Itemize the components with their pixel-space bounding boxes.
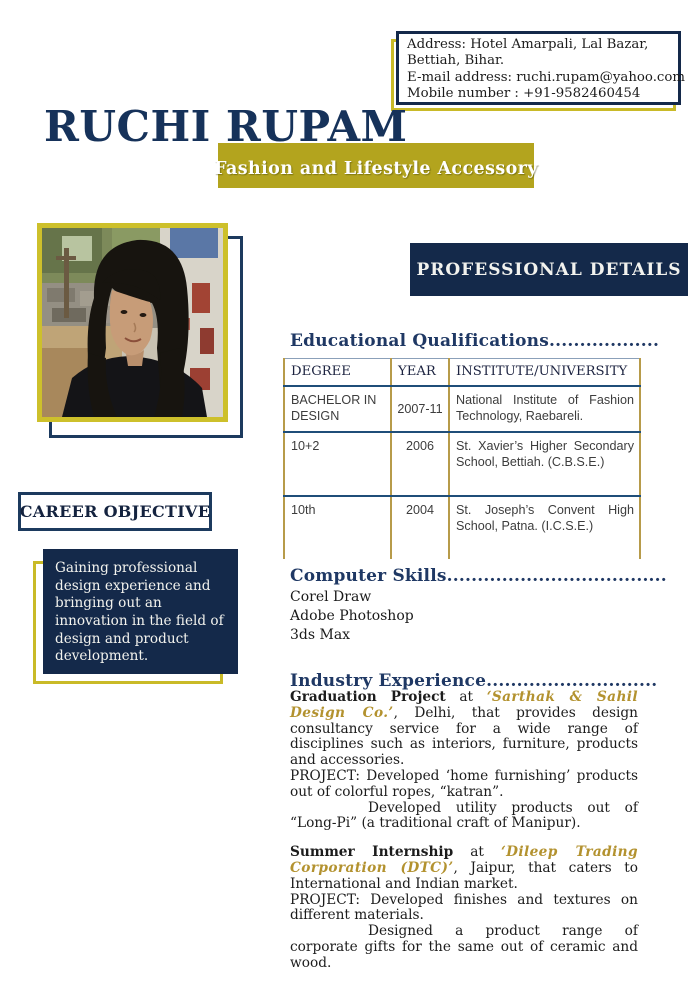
contact-mobile: Mobile number : +91-9582460454 <box>407 85 641 101</box>
industry-experience-heading: Industry Experience............................ <box>290 671 658 691</box>
table-row <box>284 496 640 559</box>
experience-paragraph <box>290 893 638 925</box>
cell-year: 2004 <box>391 496 449 559</box>
skill-item: 3ds Max <box>290 627 351 643</box>
industry-experience-blocks <box>290 690 638 972</box>
experience-paragraph <box>290 845 638 892</box>
text-segment-normal: Developed utility products out of “Long-Pi” (a traditional craft of Manipur). <box>290 799 638 832</box>
experience-block <box>290 845 638 971</box>
education-table <box>283 358 639 559</box>
cell-institute: St. Xavier’s Higher Secondary School, Bettiah. (C.B.S.E.) <box>449 432 640 496</box>
column-institute: INSTITUTE/UNIVERSITY <box>449 359 640 387</box>
text-segment-gold: ‘Dileep Trading Corporation (DTC)’ <box>290 844 638 876</box>
text-segment-gold: ‘Sarthak & Sahil Design Co.’ <box>290 689 638 721</box>
text-segment-normal: at <box>445 689 487 705</box>
portrait-photo <box>37 223 228 422</box>
text-segment-normal: PROJECT: Developed ‘home furnishing’ products out of colorful ropes, “katran”. <box>290 767 638 800</box>
experience-paragraph <box>290 769 638 801</box>
text-segment-bold: Graduation Project <box>290 689 446 705</box>
column-degree: DEGREE <box>284 359 391 387</box>
cell-year: 2006 <box>391 432 449 496</box>
career-objective-header <box>18 492 212 531</box>
text-segment-normal: , Delhi, that provides design consultancy service for a wide range of disciplines such as interiors, furniture, products and accessories. <box>290 704 638 769</box>
table-row <box>284 386 640 432</box>
cell-institute: National Institute of Fashion Technology, Raebareli. <box>449 386 640 432</box>
column-year: YEAR <box>391 359 449 387</box>
cell-degree: BACHELOR IN DESIGN <box>284 386 391 432</box>
computer-skills-list <box>290 588 414 645</box>
education-table-body <box>284 386 640 559</box>
education-header-row <box>284 359 640 387</box>
table-row <box>284 432 640 496</box>
text-segment-normal: Designed a product range of corporate gifts for the same out of ceramic and wood. <box>290 923 638 971</box>
text-segment-normal: PROJECT: Developed finishes and textures on different materials. <box>290 891 638 924</box>
experience-paragraph <box>290 690 638 769</box>
contact-address-line1: Address: Hotel Amarpali, Lal Bazar, <box>407 37 649 52</box>
text-segment-bold: Summer Internship <box>290 844 454 861</box>
education-heading: Educational Qualifications.................. <box>290 331 660 351</box>
skill-item: Corel Draw <box>290 589 372 605</box>
portrait-photo-art <box>42 228 223 417</box>
objective-text: Gaining professional design experience and bringing out an innovation in the field of design and product development. <box>55 560 224 665</box>
contact-address-line2: Bettiah, Bihar. <box>407 53 505 69</box>
professional-details-header <box>410 243 688 296</box>
cell-year: 2007-11 <box>391 386 449 432</box>
experience-paragraph <box>290 801 638 833</box>
objective-box <box>43 549 238 674</box>
text-segment-normal: at <box>453 844 501 861</box>
skill-item: Adobe Photoshop <box>290 608 414 624</box>
candidate-name: RUCHI RUPAM <box>44 102 408 151</box>
computer-skills-heading: Computer Skills.................................... <box>290 566 667 586</box>
text-segment-normal: , Jaipur, that caters to International and Indian market. <box>290 859 638 892</box>
professional-details-title: PROFESSIONAL DETAILS <box>416 259 682 280</box>
cell-degree: 10+2 <box>284 432 391 496</box>
contact-box <box>396 31 685 105</box>
contact-email: E-mail address: ruchi.rupam@yahoo.com <box>407 69 685 85</box>
tagline-text: Fashion and Lifestyle Accessory <box>214 158 538 179</box>
experience-block <box>290 690 638 832</box>
experience-paragraph <box>290 924 638 971</box>
cell-degree: 10th <box>284 496 391 559</box>
cell-institute: St. Joseph’s Convent High School, Patna. (I.C.S.E.) <box>449 496 640 559</box>
career-objective-title: CAREER OBJECTIVE <box>19 502 211 521</box>
